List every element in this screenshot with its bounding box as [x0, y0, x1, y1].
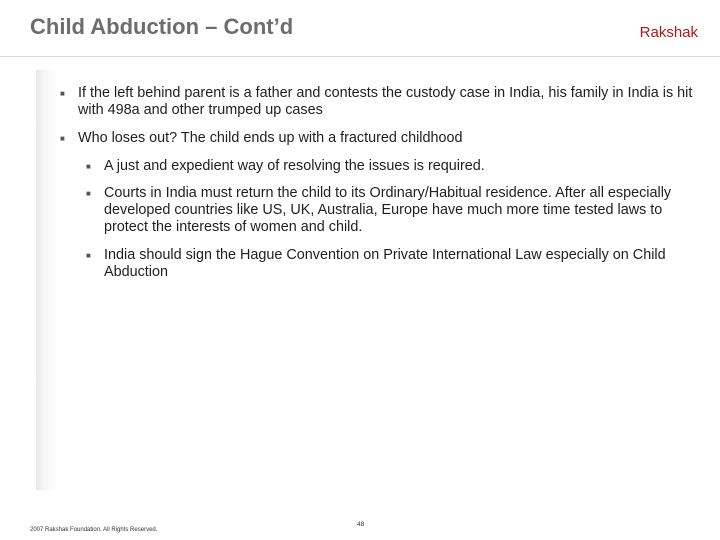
- header-divider: [0, 56, 720, 57]
- square-bullet-icon: ■: [60, 134, 65, 143]
- brand-name: Rakshak: [639, 24, 698, 41]
- footer-copyright: 2007 Rakshak Foundation. All Rights Reserved.: [30, 527, 158, 533]
- slide-title: Child Abduction – Cont’d: [30, 14, 294, 39]
- sub-bullet-text: India should sign the Hague Convention on Private International Law especially on Child Abduction: [104, 247, 666, 280]
- square-bullet-icon: ■: [60, 89, 65, 98]
- bullet-text: If the left behind parent is a father and contests the custody case in India, his family in India is hit with 498a and other trumped up cases: [78, 85, 693, 118]
- bullet-text: Who loses out? The child ends up with a fractured childhood: [78, 130, 463, 146]
- square-bullet-icon: ■: [86, 162, 91, 171]
- sub-bullet-item: [58, 185, 698, 236]
- sub-bullet-text: Courts in India must return the child to its Ordinary/Habitual residence. After all especially developed countries like US, UK, Australia, Europe have much more time tested laws to protect the interests of women and child.: [104, 185, 672, 235]
- square-bullet-icon: ■: [86, 251, 91, 260]
- square-bullet-icon: ■: [86, 189, 91, 198]
- page-number: 48: [357, 521, 365, 528]
- bullet-list: [58, 85, 698, 281]
- sub-bullet-text: A just and expedient way of resolving the issues is required.: [104, 158, 485, 174]
- bullet-item: [58, 85, 698, 119]
- sub-bullet-item: [58, 158, 698, 175]
- sub-bullet-item: [58, 247, 698, 281]
- bullet-item: [58, 130, 698, 147]
